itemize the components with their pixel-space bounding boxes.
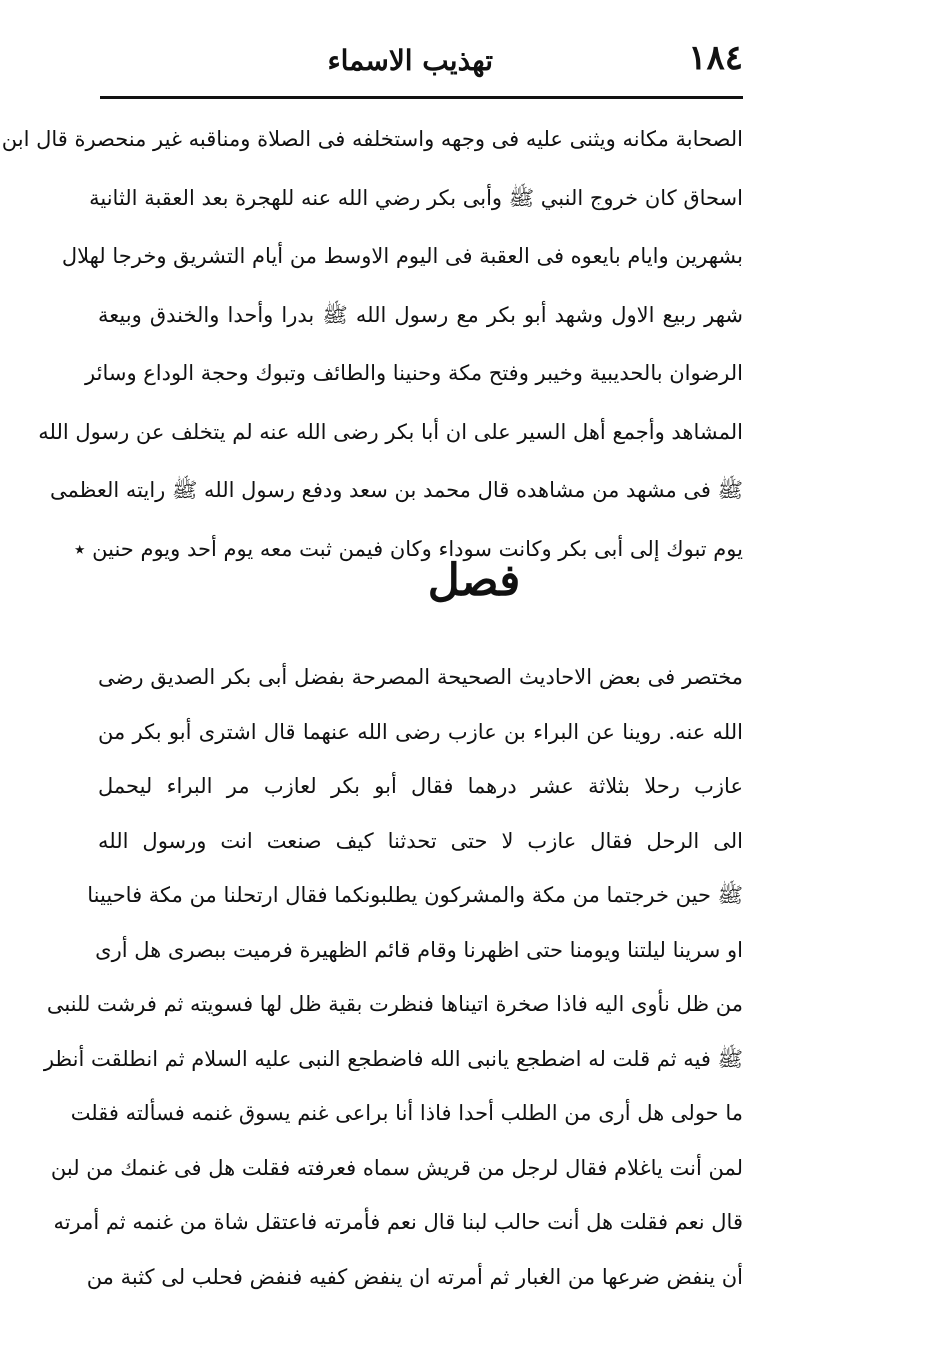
text-line: بشهرين وايام بايعوه فى العقبة فى اليوم الاوسط من أيام التشريق وخرجا لهلال [61,244,743,268]
text-line: ﷺ حين خرجتما من مكة والمشركون يطلبونكما فقال ارتحلنا من مكة فاحيينا [87,883,743,907]
text-line: اسحاق كان خروج النبي ﷺ وأبى بكر رضي الله عنه للهجرة بعد العقبة الثانية [89,185,743,210]
text-line: لمن أنت ياغلام فقال لرجل من قريش سماه فعرفته فقلت هل فى غنمك من لبن [50,1155,743,1180]
text-line: أن ينفض ضرعها من الغبار ثم أمرته ان ينفض كفيه فنفض فحلب لى كثبة من [86,1264,743,1289]
text-line: الله عنه. روينا عن البراء بن عازب رضى الله عنهما قال اشترى أبو بكر من [98,719,743,744]
text-line: المشاهد وأجمع أهل السير على ان أبا بكر رضى الله عنه لم يتخلف عن رسول الله [38,419,743,444]
bottom-paragraph [43,650,743,1304]
text-line: او سرينا ليلتنا ويومنا حتى اظهرنا وقام قائم الظهيرة فرميت ببصرى هل أرى [95,937,743,962]
text-line: يوم تبوك إلى أبى بكر وكانت سوداء وكان فيمن ثبت معه يوم أحد ويوم حنين ٭ [74,536,743,561]
page-number: ١٨٤ [688,38,743,78]
text-line: ﷺ فيه ثم قلت له اضطجع يانبى الله فاضطجع النبى عليه السلام ثم انطلقت أنظر [43,1046,743,1071]
top-paragraph [1,110,743,578]
text-line: شهر ربيع الاول وشهد أبو بكر مع رسول الله ﷺ بدرا وأحدا والخندق وبيعة [98,302,743,327]
text-line: قال نعم فقلت هل أنت حالب لبنا قال نعم فأمرته فاعتقل شاة من غنمه ثم أمرته [53,1210,743,1234]
section-heading: فصل [427,555,521,606]
text-line: الى الرحل فقال عازب لا حتى تحدثنا كيف صنعت انت ورسول الله [98,828,743,853]
text-line: الرضوان بالحديبية وخيبر وفتح مكة وحنينا والطائف وتبوك وحجة الوداع وسائر [85,361,743,385]
text-line: ﷺ فى مشهد من مشاهده قال محمد بن سعد ودفع رسول الله ﷺ رايته العظمى [49,478,743,502]
text-line: الصحابة مكانه ويثنى عليه فى وجهه واستخلفه فى الصلاة ومناقبه غير منحصرة قال ابن [1,127,743,151]
text-line: ما حولى هل أرى من الطلب أحدا فاذا أنا براعى غنم يسوق غنمه فسألته فقلت [70,1101,743,1125]
header-rule [100,96,743,99]
text-line: مختصر فى بعض الاحاديث الصحيحة المصرحة بفضل أبى بكر الصديق رضى [98,665,743,689]
text-line: عازب رحلا بثلاثة عشر درهما فقال أبو بكر لعازب مر البراء ليحمل [98,774,743,798]
text-line: من ظل نأوى اليه فاذا صخرة اتيناها فنظرت بقية ظل لها فسويته ثم فرشت للنبى [46,992,743,1016]
page-header [100,38,743,94]
running-title: تهذيب الاسماء [327,44,493,77]
